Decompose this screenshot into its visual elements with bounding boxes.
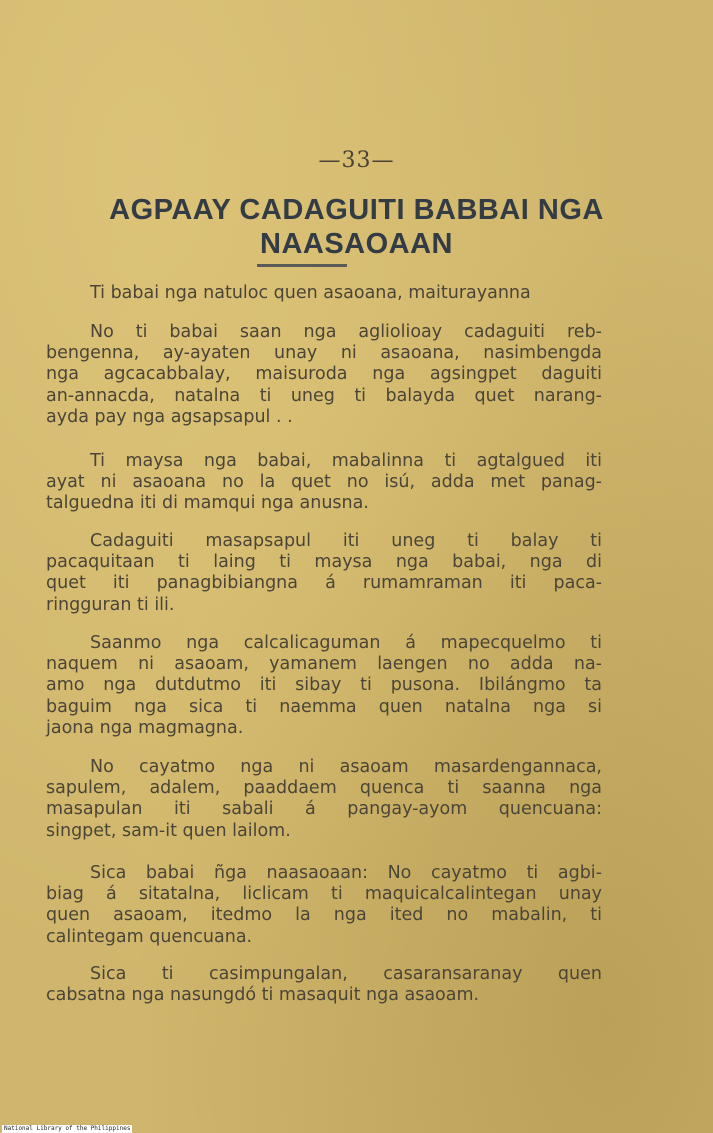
paragraph-line: an-annacda, natalna ti uneg ti balayda quet narang- bbox=[46, 385, 602, 406]
title-rule bbox=[257, 264, 347, 267]
paragraph-line: masapulan iti sabali á pangay-ayom quencuana: bbox=[46, 799, 602, 820]
paragraph-line: quet iti panagbibiangna á rumamraman iti paca- bbox=[46, 573, 602, 594]
paragraph bbox=[46, 757, 602, 842]
paragraph-line: quen asaoam, itedmo la nga ited no mabalin, ti bbox=[46, 905, 602, 926]
paragraph-line: Sica ti casimpungalan, casaransaranay quen bbox=[90, 964, 602, 984]
paragraph bbox=[46, 964, 602, 1006]
footer-credit: National Library of the Philippines bbox=[4, 1125, 131, 1132]
page-number: —33— bbox=[318, 148, 395, 173]
paragraph-line: ayda pay nga agsapsapul . . bbox=[46, 406, 293, 427]
paragraph-line: Cadaguiti masapsapul iti uneg ti balay ti bbox=[90, 531, 602, 551]
paragraph-line: talguedna iti di mamqui nga anusna. bbox=[46, 493, 369, 514]
paragraph-line: biag á sitatalna, liclicam ti maquicalcalintegan unay bbox=[46, 884, 602, 905]
paragraph bbox=[46, 863, 602, 948]
paragraph bbox=[46, 633, 602, 739]
paragraph-line: amo nga dutdutmo iti sibay ti pusona. Ibilángmo ta bbox=[46, 675, 602, 696]
title-line-2: NAASAOAAN bbox=[260, 228, 453, 260]
paragraph-line: No ti babai saan nga agliolioay cadaguiti reb- bbox=[90, 322, 602, 342]
chapter-title bbox=[0, 193, 713, 261]
paragraph-line: jaona nga magmagna. bbox=[46, 717, 244, 738]
paragraph-line: cabsatna nga nasungdó ti masaquit nga asaoam. bbox=[46, 985, 480, 1006]
paragraph bbox=[46, 322, 602, 428]
paragraph-line: No cayatmo nga ni asaoam masardengannaca, bbox=[90, 757, 602, 777]
paragraph-line: Ti babai nga natuloc quen asaoana, maiturayanna bbox=[90, 283, 531, 303]
paragraph-line: Sica babai ñga naasaoaan: No cayatmo ti agbi- bbox=[90, 863, 602, 883]
title-line-1: AGPAAY CADAGUITI BABBAI NGA bbox=[109, 194, 604, 226]
paragraph-line: baguim nga sica ti naemma quen natalna nga si bbox=[46, 696, 602, 717]
paragraph-line: nga agcacabbalay, maisuroda nga agsingpet daguiti bbox=[46, 364, 602, 385]
paragraph-line: singpet, sam-it quen lailom. bbox=[46, 820, 291, 841]
paragraph-line: Ti maysa nga babai, mabalinna ti agtalgued iti bbox=[90, 451, 602, 471]
paragraph-line: ringguran ti ili. bbox=[46, 594, 175, 615]
paragraph-line: naquem ni asaoam, yamanem laengen no adda na- bbox=[46, 654, 602, 675]
paragraph-line: ayat ni asaoana no la quet no isú, adda met panag- bbox=[46, 472, 602, 493]
paragraph bbox=[46, 283, 602, 304]
paragraph bbox=[46, 531, 602, 616]
paragraph-line: bengenna, ay-ayaten unay ni asaoana, nasimbengda bbox=[46, 343, 602, 364]
paragraph-line: Saanmo nga calcalicaguman á mapecquelmo ti bbox=[90, 633, 602, 653]
paragraph-line: calintegam quencuana. bbox=[46, 926, 253, 947]
paragraph bbox=[46, 451, 602, 515]
paragraph-line: sapulem, adalem, paaddaem quenca ti saanna nga bbox=[46, 778, 602, 799]
paragraph-line: pacaquitaan ti laing ti maysa nga babai, nga di bbox=[46, 552, 602, 573]
